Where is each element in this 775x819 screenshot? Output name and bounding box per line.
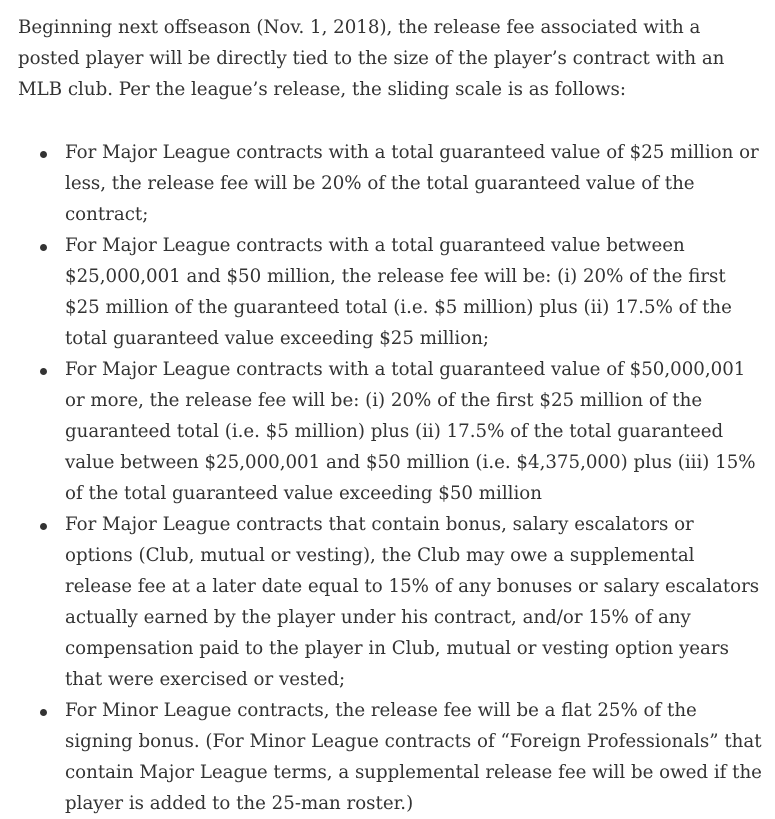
release-fee-rules-list (18, 137, 763, 819)
bullet-icon (40, 244, 47, 251)
intro-paragraph: Beginning next offseason (Nov. 1, 2018), the release fee associated with a posted player will be directly tied to the size of the player’s contract with an MLB club. Per the league’s release, the sliding scale is as follows: (18, 17, 725, 100)
rule-item-5 (18, 695, 763, 819)
bullet-icon (40, 151, 47, 158)
rule-item-3 (18, 354, 763, 509)
rule-text: For Major League contracts that contain bonus, salary escalators or options (Club, mutual or vesting), the Club may owe a supplemental release fee at a later date equal to 15% of any bonuses or salary escalators actually earned by the player under his contract, and/or 15% of any compensation paid to the player in Club, mutual or vesting option years that were exercised or vested; (65, 514, 760, 690)
bullet-icon (40, 368, 47, 375)
rule-text: For Major League contracts with a total guaranteed value of $25 million or less, the release fee will be 20% of the total guaranteed value of the contract; (65, 142, 759, 225)
rule-item-2 (18, 230, 763, 354)
rule-text: For Minor League contracts, the release fee will be a flat 25% of the signing bonus. (For Minor League contracts of “Foreign Professionals” that contain Major League terms, a supplemental release fee will be owed if the player is added to the 25-man roster.) (65, 700, 762, 814)
rule-text: For Major League contracts with a total guaranteed value between $25,000,001 and $50 million, the release fee will be: (i) 20% of the first $25 million of the guaranteed total (i.e. $5 million) plus (ii) 17.5% of the total guaranteed value exceeding $25 million; (65, 235, 732, 349)
bullet-icon (40, 709, 47, 716)
rule-text: For Major League contracts with a total guaranteed value of $50,000,001 or more, the release fee will be: (i) 20% of the first $25 million of the guaranteed total (i.e. $5 million) plus (ii) 17.5% of the total guaranteed value between $25,000,001 and $50 million (i.e. $4,375,000) plus (iii) 15% of the total guaranteed value exceeding $50 million (65, 359, 756, 504)
rule-item-4 (18, 509, 763, 695)
rule-item-1 (18, 137, 763, 230)
bullet-icon (40, 523, 47, 530)
